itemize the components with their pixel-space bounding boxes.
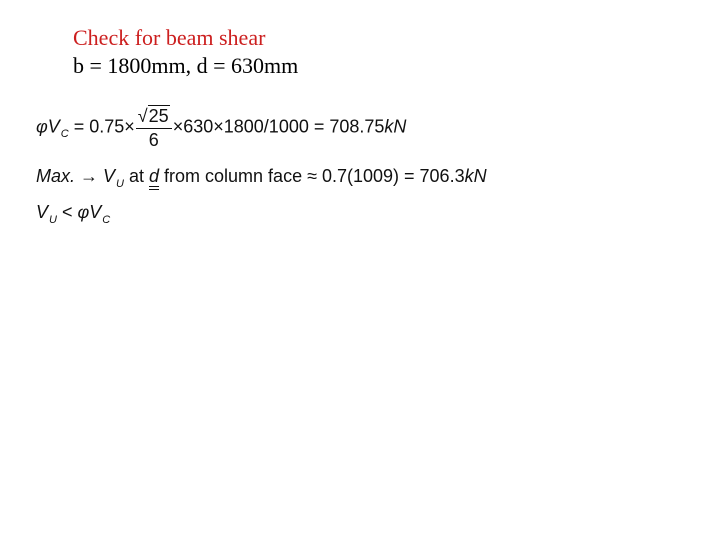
equation-text: ×630×1800/1000 = 708.75 bbox=[172, 116, 385, 137]
phi-symbol: φ bbox=[77, 202, 90, 222]
v-subscript: U bbox=[49, 214, 57, 226]
arrow-icon: → bbox=[75, 166, 104, 186]
v-symbol: V bbox=[47, 116, 60, 137]
equation-text: at bbox=[124, 166, 150, 186]
v-symbol: V bbox=[103, 166, 116, 186]
equation-text: = 0.75× bbox=[68, 116, 135, 137]
sqrt-argument: 25 bbox=[148, 106, 169, 126]
max-label: Max. bbox=[36, 166, 76, 186]
d-symbol: d bbox=[149, 166, 160, 186]
phi-symbol: φ bbox=[36, 116, 48, 137]
max-shear-equation bbox=[36, 166, 487, 190]
v-subscript: C bbox=[60, 128, 69, 141]
unit-text: kN bbox=[464, 166, 487, 186]
v-subscript: U bbox=[116, 178, 124, 190]
v-symbol: V bbox=[36, 202, 49, 222]
concrete-shear-capacity-equation bbox=[36, 104, 406, 151]
v-subscript: C bbox=[102, 214, 111, 226]
heading-block bbox=[73, 24, 298, 80]
less-than-sign: < bbox=[56, 202, 78, 222]
unit-text: kN bbox=[384, 116, 407, 137]
v-symbol: V bbox=[89, 202, 102, 222]
fraction bbox=[136, 104, 172, 151]
fraction-denominator: 6 bbox=[148, 130, 159, 150]
slide-title: Check for beam shear bbox=[73, 25, 266, 50]
dimensions-text: b = 1800mm, d = 630mm bbox=[73, 53, 299, 78]
equation-text: from column face ≈ 0.7(1009) = 706.3 bbox=[159, 166, 465, 186]
sqrt-icon: √ bbox=[137, 106, 148, 126]
shear-check-inequality bbox=[36, 202, 111, 226]
fraction-numerator bbox=[136, 104, 172, 129]
